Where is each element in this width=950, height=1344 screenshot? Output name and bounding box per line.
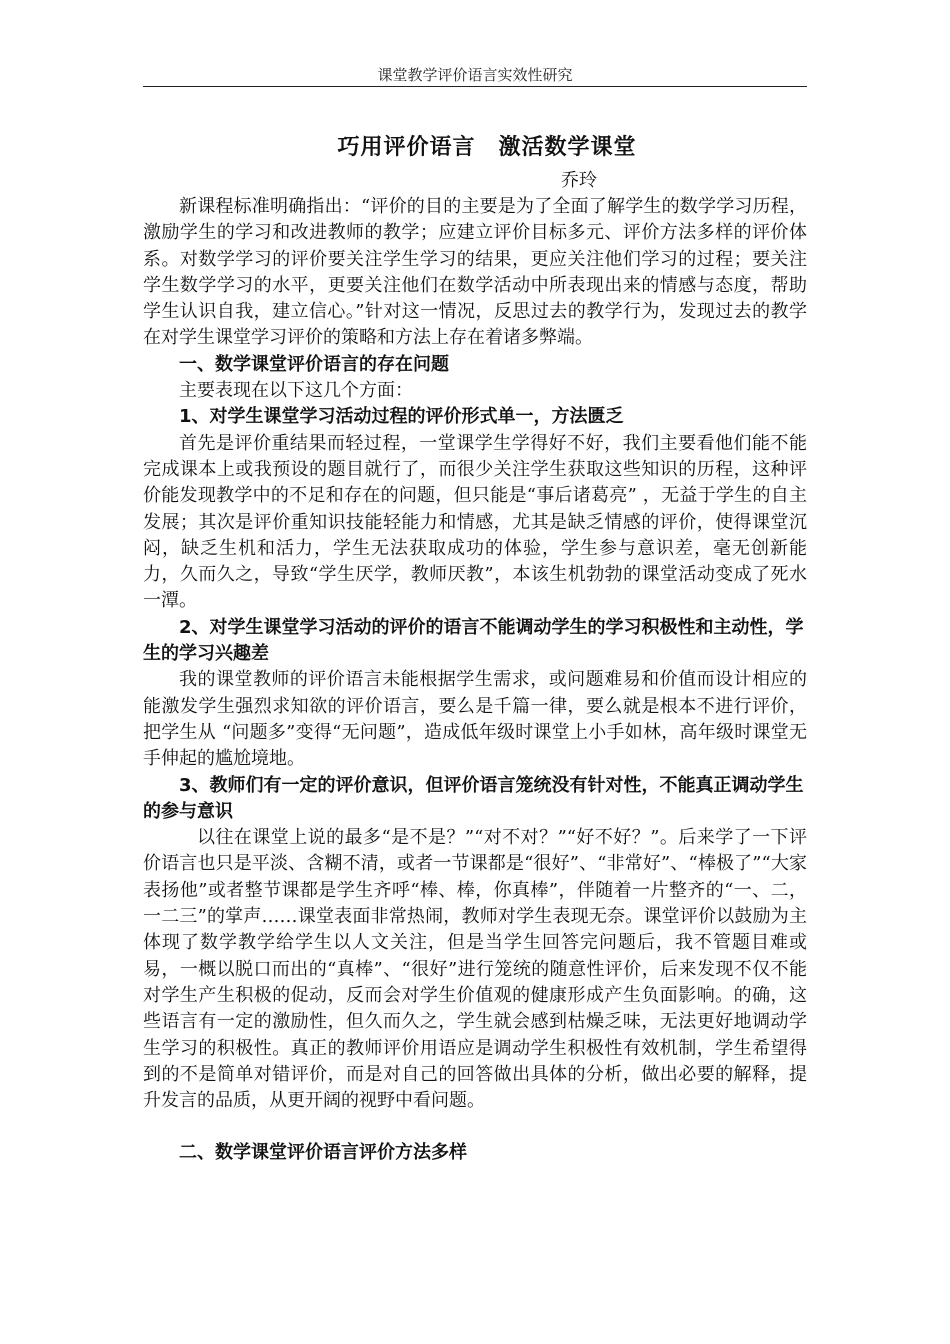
paragraph-gap	[143, 1114, 807, 1140]
section1-heading: 一、数学课堂评价语言的存在问题	[179, 353, 449, 375]
article-title: 巧用评价语言 激活数学课堂	[337, 135, 637, 160]
section2-heading: 二、数学课堂评价语言评价方法多样	[179, 1142, 467, 1164]
subsection2-heading: 2、对学生课堂学习活动的评价的语言不能调动学生的学习积极性和主动性，学生的学习兴趣差	[143, 616, 804, 665]
running-header: 课堂教学评价语言实效性研究	[377, 66, 573, 84]
article-body	[143, 128, 807, 1167]
subsection1-paragraph: 首先是评价重结果而轻过程，一堂课学生学得好不好，我们主要看他们能不能完成课本上或我预设的题目就行了，而很少关注学生获取这些知识的历程，这种评价能发现教学中的不足和存在的问题，但只能是“事后诸葛亮” ，无益于学生的自主发展；其次是评价重知识技能轻能力和情感，尤其是缺乏情感的评价，使得课堂沉闷，缺乏生机和活力，学生无法获取成功的体验，学生参与意识差，毫无创新能力，久而久之，导致“学生厌学，教师厌教”，本该生机勃勃的课堂活动变成了死水一潭。	[143, 432, 807, 612]
section1-lead: 主要表现在以下这几个方面：	[179, 380, 413, 402]
subsection3-heading: 3、教师们有一定的评价意识，但评价语言笼统没有针对性，不能真正调动学生的参与意识	[143, 774, 804, 822]
subsection3-paragraph: 以往在课堂上说的最多“是不是？”“对不对？”“好不好？”。后来学了一下评价语言也只是平淡、含糊不清，或者一节课都是“很好”、“非常好”、“棒极了”“大家表扬他”或者整节课都是学生齐呼“棒、棒，你真棒”，伴随着一片整齐的“一、二，一二三”的掌声……课堂表面非常热闹，教师对学生表现无奈。课堂评价以鼓励为主体现了数学教学给学生以人文关注，但是当学生回答完问题后，我不管题目难或易，一概以脱口而出的“真棒”、“很好”进行笼统的随意性评价，后来发现不仅不能对学生产生积极的促动，反而会对学生价值观的健康形成产生负面影响。的确，这些语言有一定的激励性，但久而久之，学生就会感到枯燥乏味，无法更好地调动学生学习的积极性。真正的教师评价用语应是调动学生积极性有效机制，学生希望得到的不是简单对错评价，而是对自己的回答做出具体的分析，做出必要的解释，提升发言的品质，从更开阔的视野中看问题。	[143, 827, 807, 1112]
article-author: 乔玲	[561, 170, 597, 191]
subsection1-heading: 1、对学生课堂学习活动过程的评价形式单一，方法匮乏	[179, 406, 624, 428]
header-divider	[143, 86, 807, 87]
subsection2-paragraph: 我的课堂教师的评价语言未能根据学生需求，或问题难易和价值而设计相应的能激发学生强烈求知欲的评价语言，要么是千篇一律，要么就是根本不进行评价，把学生从 “问题多”变得“无问题”，造成低年级时课堂上小手如林，高年级时课堂无手伸起的尴尬境地。	[143, 669, 807, 770]
intro-paragraph: 新课程标准明确指出：“评价的目的主要是为了全面了解学生的数学学习历程，激励学生的学习和改进教师的教学；应建立评价目标多元、评价方法多样的评价体系。对数学学习的评价要关注学生学习的结果，更应关注他们学习的过程；要关注学生数学学习的水平，更要关注他们在数学活动中所表现出来的情感与态度，帮助学生认识自我，建立信心。”针对这一情况，反思过去的教学行为，发现过去的教学在对学生课堂学习评价的策略和方法上存在着诸多弊端。	[143, 196, 807, 349]
